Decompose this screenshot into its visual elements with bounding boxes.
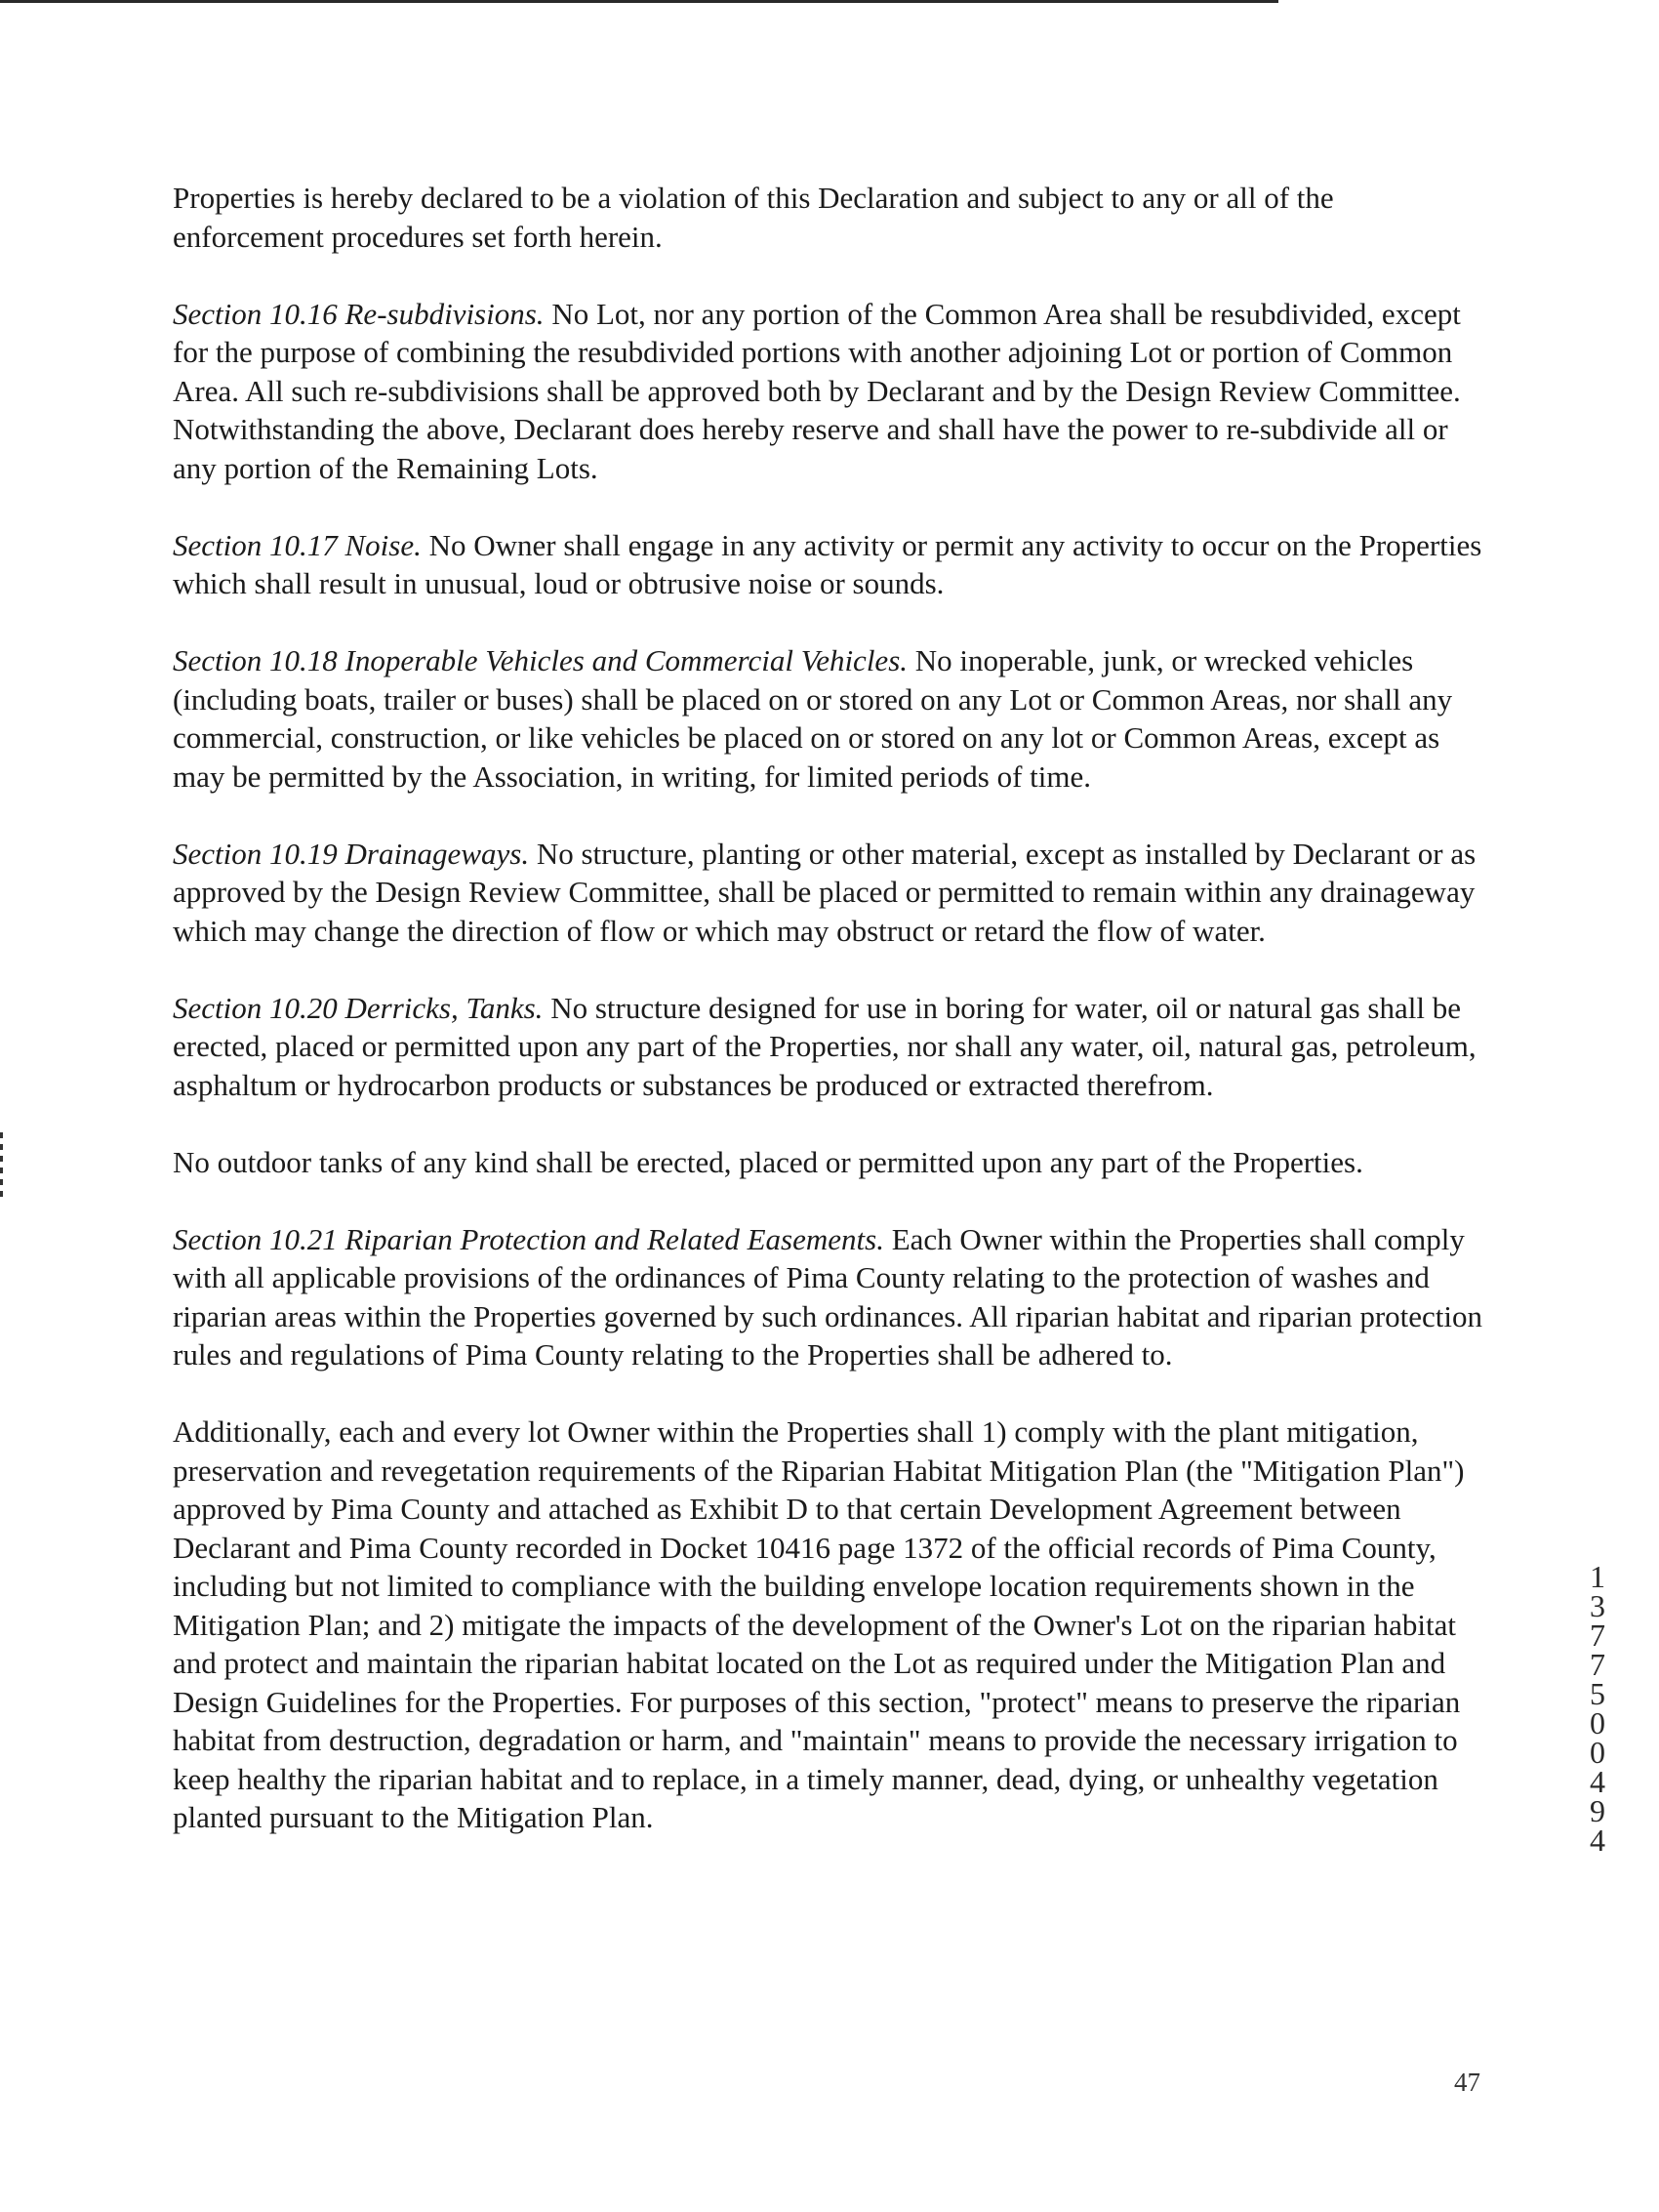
top-scan-rule — [0, 0, 1278, 3]
section-text: No structure, planting or other material, except as installed by Declarant or as approved by the Design Review Committee, shall be placed or permitted to remain within any drainageway which may change the direction of flow or which may obstruct or retard the flow of water. — [173, 836, 1477, 948]
section-10-18 — [173, 641, 1490, 796]
section-heading: Section 10.18 Inoperable Vehicles and Commercial Vehicles. — [173, 643, 909, 677]
section-heading: Section 10.19 Drainageways. — [173, 836, 530, 871]
document-body — [173, 179, 1490, 1837]
section-10-17 — [173, 526, 1490, 603]
section-10-21 — [173, 1220, 1490, 1374]
paragraph-text: No outdoor tanks of any kind shall be erected, placed or permitted upon any part of the Properties. — [173, 1144, 1363, 1179]
section-10-20 — [173, 989, 1490, 1105]
section-text: Each Owner within the Properties shall comply with all applicable provisions of the ordinances of Pima County relating to the protection of washes and riparian areas within the Properties governed by such ordinances. All riparian habitat and riparian protection rules and regulations of Pima County relating to the Properties shall be adhered to. — [173, 1221, 1483, 1372]
section-text: No Lot, nor any portion of the Common Area shall be resubdivided, except for the purpose of combining the resubdivided portions with another adjoining Lot or portion of Common Area. All such re-subdivisions shall be approved both by Declarant and by the Design Review Committee. Notwithstanding the above, Declarant does hereby reserve and shall have the power to re-subdivide all or any portion of the Remaining Lots. — [173, 296, 1461, 485]
section-text: No Owner shall engage in any activity or permit any activity to occur on the Properties which shall result in unusual, loud or obtrusive noise or sounds. — [173, 527, 1482, 600]
section-heading: Section 10.21 Riparian Protection and Related Easements. — [173, 1221, 884, 1256]
paragraph-text: Additionally, each and every lot Owner within the Properties shall 1) comply with the plant mitigation, preservation and revegetation requirements of the Riparian Habitat Mitigation Plan (the "Mitigation Plan") approved by Pima County and attached as Exhibit D to that certain Development Agreement between Declarant and Pima County recorded in Docket 10416 page 1372 of the official records of Pima County, including but not limited to compliance with the building envelope location requirements shown in the Mitigation Plan; and 2) mitigate the impacts of the development of the Owner's Lot on the riparian habitat and protect and maintain the riparian habitat located on the Lot as required under the Mitigation Plan and Design Guidelines for the Properties. For purposes of this section, "protect" means to preserve the riparian habitat from destruction, degradation or harm, and "maintain" means to provide the necessary irrigation to keep healthy the riparian habitat and to replace, in a timely manner, dead, dying, or unhealthy vegetation planted pursuant to the Mitigation Plan. — [173, 1414, 1465, 1834]
paragraph-text: Properties is hereby declared to be a violation of this Declaration and subject to any or all of the enforcement procedures set forth herein. — [173, 181, 1334, 254]
section-heading: Section 10.17 Noise. — [173, 527, 422, 562]
mitigation-paragraph — [173, 1413, 1490, 1837]
section-10-19 — [173, 835, 1490, 951]
recording-stamp-number: 13775 00494 — [1590, 1559, 1605, 1858]
section-heading: Section 10.16 Re-subdivisions. — [173, 296, 545, 331]
page-number: 47 — [1454, 2068, 1480, 2097]
section-heading: Section 10.20 Derricks, Tanks. — [173, 990, 544, 1025]
section-text: No structure designed for use in boring for water, oil or natural gas shall be erected, placed or permitted upon any part of the Properties, nor shall any water, oil, natural gas, petroleum, asphaltum or hydrocarbon products or substances be produced or extracted therefrom. — [173, 990, 1477, 1102]
section-10-16 — [173, 295, 1490, 488]
paragraph-continuation — [173, 179, 1490, 256]
tanks-paragraph — [173, 1143, 1490, 1182]
section-text: No inoperable, junk, or wrecked vehicles (including boats, trailer or buses) shall be placed on or stored on any Lot or Common Areas, nor shall any commercial, construction, or like vehicles be placed on or stored on any lot or Common Areas, except as may be permitted by the Association, in writing, for limited periods of time. — [173, 643, 1453, 794]
left-margin-mark — [0, 1132, 3, 1201]
